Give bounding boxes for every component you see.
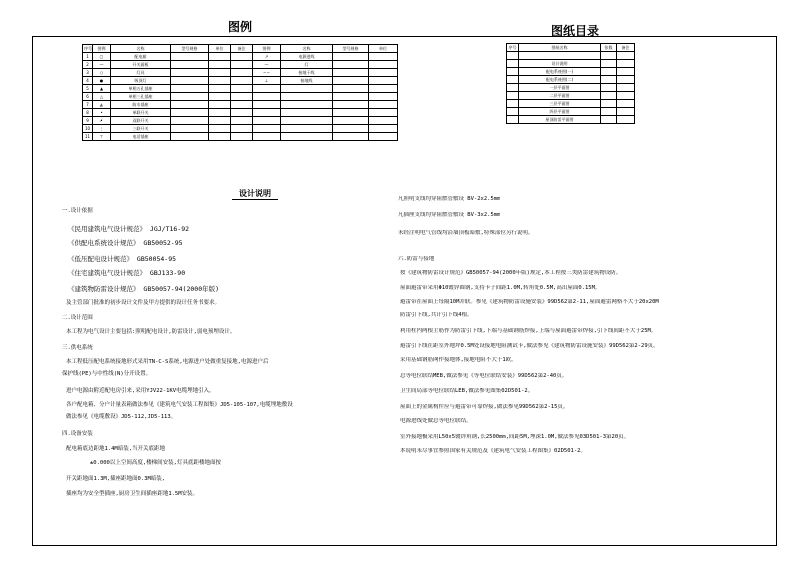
index-title: 图纸目录 xyxy=(550,24,599,38)
legend-unit-right xyxy=(369,93,398,101)
design-note-left: ±0.000以上空间高度,楼梯间安装,灯具底距楼地面按 xyxy=(90,460,221,466)
legend-symbol-right xyxy=(253,125,281,133)
index-row xyxy=(507,60,635,68)
legend-name-right: 接地干线 xyxy=(281,69,333,77)
legend-symbol-right-icon: ⊥ xyxy=(264,77,269,83)
legend-name: 电话插座 xyxy=(111,133,171,141)
legend-name: 单联开关 xyxy=(111,109,171,117)
legend-spec-right xyxy=(333,125,369,133)
legend-row xyxy=(83,117,398,125)
legend-header-cell: 名称 xyxy=(281,45,333,53)
legend-symbol-icon: ⊤ xyxy=(99,133,104,139)
legend-symbol-icon: •̸ xyxy=(100,117,103,123)
index-note xyxy=(617,68,635,76)
legend-spec xyxy=(171,117,209,125)
legend-unit xyxy=(209,101,231,109)
legend-spec xyxy=(171,85,209,93)
design-note-right: 未经注明电气管线均沿墙顶板暗敷,特殊部位另行说明。 xyxy=(398,230,534,236)
legend-symbol-right xyxy=(253,61,281,69)
design-note-left: 《住宅建筑电气设计规范》 GBJ133-90 xyxy=(68,269,186,277)
legend-name: 灯具 xyxy=(111,69,171,77)
design-note-left: 开关距地面1.3M,插座距地面0.3M暗装, xyxy=(66,476,166,482)
design-note-left: 《供配电系统设计规范》 GB50052-95 xyxy=(68,239,183,247)
legend-name-right: 电源进线 xyxy=(281,53,333,61)
index-note xyxy=(617,84,635,92)
legend-name-right xyxy=(281,133,333,141)
design-note-right: 利用柱内两根主筋作为防雷引下线,下端与基础钢筋焊接,上端与屋面避雷带焊接,引下线间距不大于25M。 xyxy=(400,328,657,334)
legend-name: 双联开关 xyxy=(111,117,171,125)
legend-row xyxy=(83,125,398,133)
legend-name: 吸顶灯 xyxy=(111,77,171,85)
index-no xyxy=(507,84,519,92)
legend-spec xyxy=(171,125,209,133)
design-note-left: 本工程低压配电系统接地形式采用TN-C-S系统,电源进户处做重复接地,电源进户后 xyxy=(66,359,269,365)
design-note-right: 屋面上的金属构件应与避雷带可靠焊接,做法参见99D562第2-15页。 xyxy=(400,404,569,410)
index-name: 二层平面图 xyxy=(519,92,601,100)
legend-symbol-right xyxy=(253,85,281,93)
legend-header-row xyxy=(83,45,398,53)
index-note xyxy=(617,76,635,84)
index-row xyxy=(507,92,635,100)
legend-symbol-right xyxy=(253,93,281,101)
legend-spec-right xyxy=(333,109,369,117)
index-note xyxy=(617,116,635,124)
index-no xyxy=(507,100,519,108)
legend-no: 3 xyxy=(83,69,93,77)
legend-symbol-right xyxy=(253,109,281,117)
legend-row xyxy=(83,109,398,117)
index-row xyxy=(507,100,635,108)
legend-spec xyxy=(171,109,209,117)
legend-header-cell: 序号 xyxy=(84,45,92,51)
legend-unit-right xyxy=(369,69,398,77)
legend-title: 图例 xyxy=(227,20,252,34)
design-note-right: 避雷引下线在距室外地坪0.5M处设接地电阻测试卡,做法参见《建筑物防雷设施安装》99D562第2-29页。 xyxy=(400,343,659,349)
index-no xyxy=(507,116,519,124)
legend-spec xyxy=(171,61,209,69)
legend-note xyxy=(231,77,253,85)
design-note-right: 卫生间局部等电位联结LEB,做法参见图集02D501-2。 xyxy=(400,388,534,394)
design-note-right: 屋面避雷带采用Φ10镀锌圆钢,支持卡子间距1.0M,转角处0.5M,高出屋面0.15M。 xyxy=(400,285,601,291)
legend-note xyxy=(231,69,253,77)
legend-symbol xyxy=(93,53,111,61)
legend-unit xyxy=(209,125,231,133)
index-name: 屋顶防雷平面图 xyxy=(519,116,601,124)
legend-name-right: 灯 xyxy=(281,61,333,69)
legend-unit xyxy=(209,93,231,101)
legend-unit-right xyxy=(369,125,398,133)
legend-note xyxy=(231,61,253,69)
design-note-left: 进户电源由附近配电房引来,采用YJV22-1KV电缆埋地引入。 xyxy=(66,388,215,394)
index-no xyxy=(507,76,519,84)
legend-unit xyxy=(209,61,231,69)
legend-header-cell: 单位 xyxy=(209,45,231,53)
legend-name-right xyxy=(281,101,333,109)
legend-note xyxy=(231,93,253,101)
index-name xyxy=(519,52,601,60)
legend-unit xyxy=(209,133,231,141)
legend-no: 7 xyxy=(83,101,93,109)
index-no xyxy=(507,108,519,116)
index-count xyxy=(601,108,617,116)
legend-unit-right xyxy=(369,53,398,61)
index-count xyxy=(601,116,617,124)
legend-name: 单相三孔插座 xyxy=(111,93,171,101)
legend-symbol-right xyxy=(253,117,281,125)
legend-unit xyxy=(209,77,231,85)
legend-unit-right xyxy=(369,117,398,125)
legend-symbol-right xyxy=(253,101,281,109)
index-no xyxy=(507,92,519,100)
index-row xyxy=(507,108,635,116)
index-name: 一层平面图 xyxy=(519,84,601,92)
index-count xyxy=(601,92,617,100)
design-note-right: 六.防雷与接地 xyxy=(398,256,435,262)
index-count xyxy=(601,68,617,76)
legend-symbol-right xyxy=(253,133,281,141)
legend-symbol-icon: ◭ xyxy=(99,101,104,107)
legend-no: 8 xyxy=(83,109,93,117)
design-note-left: 三.供电系统 xyxy=(62,345,93,351)
legend-table xyxy=(82,44,398,141)
legend-symbol xyxy=(93,93,111,101)
legend-row xyxy=(83,101,398,109)
legend-symbol xyxy=(93,85,111,93)
legend-spec-right xyxy=(333,101,369,109)
design-note-left: 插座均为安全型插座,厨房卫生间插座距地1.5M安装。 xyxy=(66,491,199,497)
legend-name: 防水插座 xyxy=(111,101,171,109)
legend-note xyxy=(231,101,253,109)
legend-note xyxy=(231,53,253,61)
legend-symbol xyxy=(93,69,111,77)
index-name: 四层平面图 xyxy=(519,108,601,116)
index-header-row xyxy=(507,44,635,52)
legend-no: 5 xyxy=(83,85,93,93)
legend-name-right xyxy=(281,93,333,101)
design-note-left: 《民用建筑电气设计规范》 JGJ/T16-92 xyxy=(68,225,190,233)
legend-symbol-right-icon: ─ ─ xyxy=(263,69,270,75)
legend-note xyxy=(231,133,253,141)
legend-name-right xyxy=(281,85,333,93)
legend-spec xyxy=(171,53,209,61)
index-header-cell: 图纸名称 xyxy=(519,44,601,52)
legend-symbol-icon: — xyxy=(99,61,104,67)
legend-no: 6 xyxy=(83,93,93,101)
design-note-left: 《建筑物防雷设计规范》 GB50057-94(2000年版) xyxy=(68,285,220,293)
design-note-right: 本说明未尽事宜参照国家有关规范及《建筑电气安装工程图集》02D501-2。 xyxy=(400,448,586,454)
index-row xyxy=(507,76,635,84)
legend-unit-right xyxy=(369,61,398,69)
legend-name-right: 接地线 xyxy=(281,77,333,85)
design-note-left: 《低压配电设计规范》 GB50054-95 xyxy=(68,255,177,263)
legend-unit-right xyxy=(369,85,398,93)
legend-row xyxy=(83,53,398,61)
legend-name-right xyxy=(281,125,333,133)
legend-symbol xyxy=(93,101,111,109)
legend-name-right xyxy=(281,117,333,125)
legend-note xyxy=(231,85,253,93)
legend-row xyxy=(83,93,398,101)
legend-symbol-right-icon: — xyxy=(264,61,269,67)
legend-symbol xyxy=(93,61,111,69)
legend-spec-right xyxy=(333,69,369,77)
legend-spec-right xyxy=(333,133,369,141)
legend-unit xyxy=(209,69,231,77)
legend-symbol xyxy=(93,125,111,133)
legend-no: 9 xyxy=(83,117,93,125)
legend-header-cell: 型号规格 xyxy=(333,45,369,53)
legend-note xyxy=(231,125,253,133)
index-table xyxy=(506,43,635,124)
index-count xyxy=(601,60,617,68)
design-note-left: 保护线(PE)与中性线(N)分开设置。 xyxy=(62,371,152,377)
legend-header-cell: 型号规格 xyxy=(171,45,209,53)
legend-symbol xyxy=(93,109,111,117)
design-note-right: 凡照明支线均穿阻燃管敷设 BV-2x2.5mm xyxy=(398,196,501,202)
legend-header-cell: 图例 xyxy=(93,45,111,53)
legend-unit-right xyxy=(369,77,398,85)
design-note-right: 按《建筑物防雷设计规范》GB50057-94(2000年版)规定,本工程按三类防雷建筑物设防。 xyxy=(400,270,622,276)
legend-symbol-right xyxy=(253,77,281,85)
legend-spec-right xyxy=(333,85,369,93)
index-name: 配电系统图(二) xyxy=(519,76,601,84)
legend-spec-right xyxy=(333,77,369,85)
legend-spec xyxy=(171,69,209,77)
index-note xyxy=(617,60,635,68)
legend-spec xyxy=(171,133,209,141)
index-note xyxy=(617,92,635,100)
legend-symbol-icon: ▢ xyxy=(99,53,104,59)
legend-symbol-right xyxy=(253,53,281,61)
design-note-right: 凡插座支线均穿阻燃管敷设 BV-3x2.5mm xyxy=(398,212,501,218)
index-header-cell: 序号 xyxy=(508,44,517,50)
legend-name: 配电箱 xyxy=(111,53,171,61)
legend-row xyxy=(83,77,398,85)
legend-header-cell: 图例 xyxy=(253,45,281,53)
index-name: 三层平面图 xyxy=(519,100,601,108)
index-count xyxy=(601,100,617,108)
index-row xyxy=(507,52,635,60)
design-note-left: 及主管部门批准的初步设计文件及甲方提供的设计任务书要求。 xyxy=(66,300,221,306)
index-header-cell: 张数 xyxy=(601,44,617,52)
index-header-cell: 备注 xyxy=(617,44,635,52)
legend-name: 三联开关 xyxy=(111,125,171,133)
legend-symbol-right xyxy=(253,69,281,77)
legend-header-cell: 名称 xyxy=(111,45,171,53)
index-name: 配电系统图(一) xyxy=(519,68,601,76)
design-note-left: 做法参见《电缆敷设》JD5-112,JD5-113。 xyxy=(66,414,177,420)
legend-note xyxy=(231,117,253,125)
legend-no: 2 xyxy=(83,61,93,69)
index-no xyxy=(507,68,519,76)
legend-symbol xyxy=(93,133,111,141)
legend-unit xyxy=(209,117,231,125)
design-note-right: 总等电位联结MEB,做法参见《等电位联结安装》99D562第2-40页。 xyxy=(400,373,568,379)
design-note-right: 防雷引下线,共计引下线4根。 xyxy=(400,312,473,318)
legend-spec-right xyxy=(333,93,369,101)
legend-symbol-right-icon: ↗ xyxy=(264,53,269,59)
design-note-left: 一.设计依据 xyxy=(62,208,93,214)
legend-no: 1 xyxy=(83,53,93,61)
index-no xyxy=(507,52,519,60)
legend-row xyxy=(83,69,398,77)
design-title-underline xyxy=(232,199,278,200)
index-no xyxy=(507,60,519,68)
design-note-right: 电源进线处做总等电位联结。 xyxy=(400,418,472,424)
index-row xyxy=(507,84,635,92)
design-note-right: 室外接地极采用L50x5镀锌角钢,长2500mm,间距5M,埋深1.0M,做法参见03D501-3第20页。 xyxy=(400,434,630,440)
design-note-left: 四.设备安装 xyxy=(62,431,93,437)
legend-name: 开关面板 xyxy=(111,61,171,69)
legend-spec-right xyxy=(333,53,369,61)
legend-spec xyxy=(171,77,209,85)
design-note-left: 本工程为电气设计主要包括:照明配电设计,防雷设计,弱电预埋设计。 xyxy=(66,329,236,335)
legend-symbol xyxy=(93,117,111,125)
legend-symbol xyxy=(93,77,111,85)
legend-symbol-icon: ○ xyxy=(99,69,104,75)
legend-no: 4 xyxy=(83,77,93,85)
design-note-left: 配电箱底边距地1.4M暗装,当开关底距地 xyxy=(66,446,166,452)
index-row xyxy=(507,116,635,124)
design-note-right: 采用基础钢筋网作接地体,接地电阻不大于1欧。 xyxy=(400,357,517,363)
legend-spec-right xyxy=(333,61,369,69)
index-row xyxy=(507,68,635,76)
legend-name: 单相五孔插座 xyxy=(111,85,171,93)
legend-symbol-icon: ● xyxy=(99,77,104,83)
legend-unit-right xyxy=(369,133,398,141)
legend-no: 11 xyxy=(83,133,93,141)
legend-unit xyxy=(209,85,231,93)
design-title: 设计说明 xyxy=(239,189,271,198)
index-name: 设计说明 xyxy=(519,60,601,68)
legend-row xyxy=(83,133,398,141)
index-count xyxy=(601,52,617,60)
design-note-right: 避雷带在屋面上每隔10M并联。参见《建筑物防雷设施安装》99D562第2-11,屋面避雷网格不大于20x20M xyxy=(400,299,659,305)
legend-row xyxy=(83,61,398,69)
legend-symbol-icon: ▲ xyxy=(99,85,104,91)
legend-unit xyxy=(209,53,231,61)
legend-header-cell: 单位 xyxy=(369,45,398,53)
legend-no: 10 xyxy=(83,125,93,133)
legend-note xyxy=(231,109,253,117)
legend-unit xyxy=(209,109,231,117)
legend-name-right xyxy=(281,109,333,117)
design-note-left: 二.设计范围 xyxy=(62,315,93,321)
legend-symbol-icon: • xyxy=(100,109,103,115)
legend-header-cell: 备注 xyxy=(231,45,253,53)
legend-unit-right xyxy=(369,109,398,117)
index-note xyxy=(617,108,635,116)
design-note-left: 各户配电箱、分户计量表箱做法参见《建筑电气安装工程图集》JD5-105-107,电缆埋地敷设 xyxy=(66,402,293,408)
legend-unit-right xyxy=(369,101,398,109)
index-note xyxy=(617,52,635,60)
legend-row xyxy=(83,85,398,93)
legend-symbol-icon: ⋮ xyxy=(99,125,104,131)
legend-spec-right xyxy=(333,117,369,125)
legend-spec xyxy=(171,93,209,101)
index-count xyxy=(601,84,617,92)
legend-spec xyxy=(171,101,209,109)
index-count xyxy=(601,76,617,84)
index-note xyxy=(617,100,635,108)
legend-symbol-icon: △ xyxy=(99,93,104,99)
